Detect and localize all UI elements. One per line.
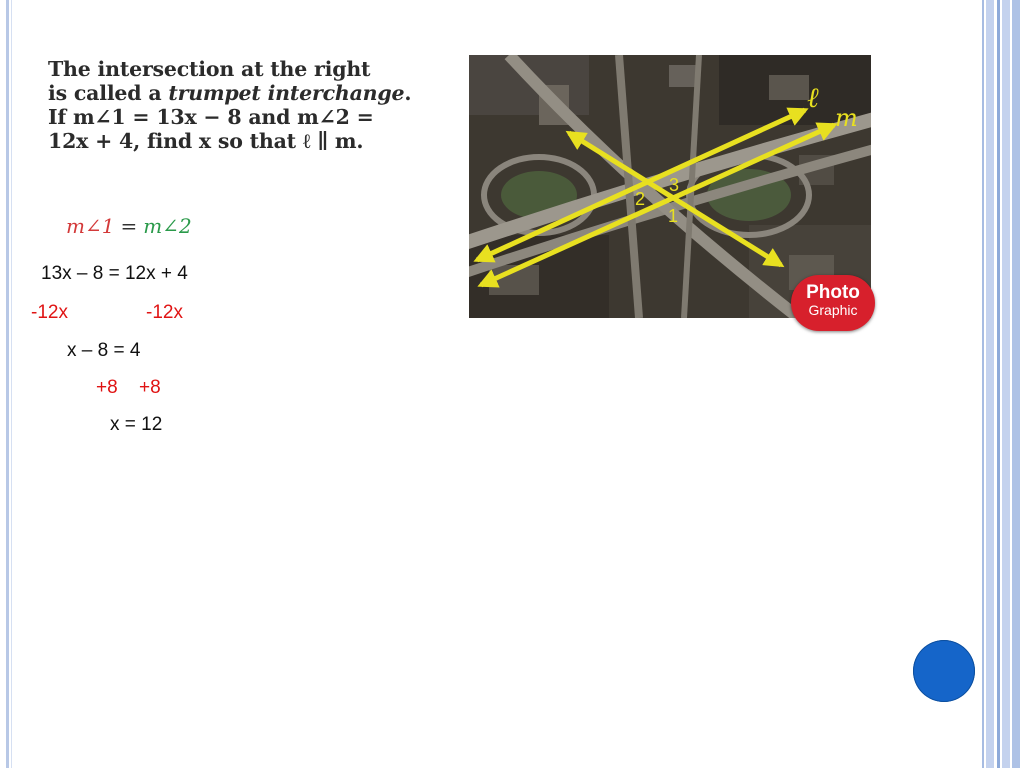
step-subtract-left: -12x xyxy=(31,302,68,323)
right-decorative-border xyxy=(978,0,1024,768)
problem-line-2-end: . xyxy=(404,81,412,105)
left-border-line-inner xyxy=(11,0,12,768)
problem-line-1: The intersection at the right xyxy=(48,57,371,81)
badge-bottom-text: Graphic xyxy=(808,302,858,318)
badge-top-text: Photo xyxy=(806,282,860,303)
angle-2-measure: m∠2 xyxy=(143,214,192,238)
angle-label-1: 1 xyxy=(668,206,679,226)
problem-term: trumpet interchange xyxy=(168,81,405,105)
slide-action-button[interactable] xyxy=(913,640,975,702)
problem-line-3: If m∠1 = 13x − 8 and m∠2 = xyxy=(48,105,374,129)
line-l-label: ℓ xyxy=(807,81,819,114)
step-add-left: +8 xyxy=(96,377,118,398)
step-add-right: +8 xyxy=(139,377,161,398)
line-m-label: m xyxy=(835,104,858,132)
left-border-line xyxy=(6,0,9,768)
problem-text xyxy=(48,57,428,153)
angle-1-measure: m∠1 xyxy=(66,214,115,238)
angle-label-3: 3 xyxy=(669,175,680,195)
angle-label-2: 2 xyxy=(635,189,646,209)
problem-line-4: 12x + 4, find x so that ℓ ∥ m. xyxy=(48,129,364,153)
angle-equation xyxy=(66,214,192,238)
problem-line-2-start: is called a xyxy=(48,81,169,105)
photo-graphic-badge xyxy=(791,275,875,331)
step-subtract-right: -12x xyxy=(146,302,183,323)
step-solution: x = 12 xyxy=(110,414,163,435)
problem-line-2 xyxy=(48,81,428,105)
equals-sign: = xyxy=(120,214,138,238)
step-simplified: x – 8 = 4 xyxy=(67,340,141,361)
step-equation: 13x – 8 = 12x + 4 xyxy=(41,263,188,284)
